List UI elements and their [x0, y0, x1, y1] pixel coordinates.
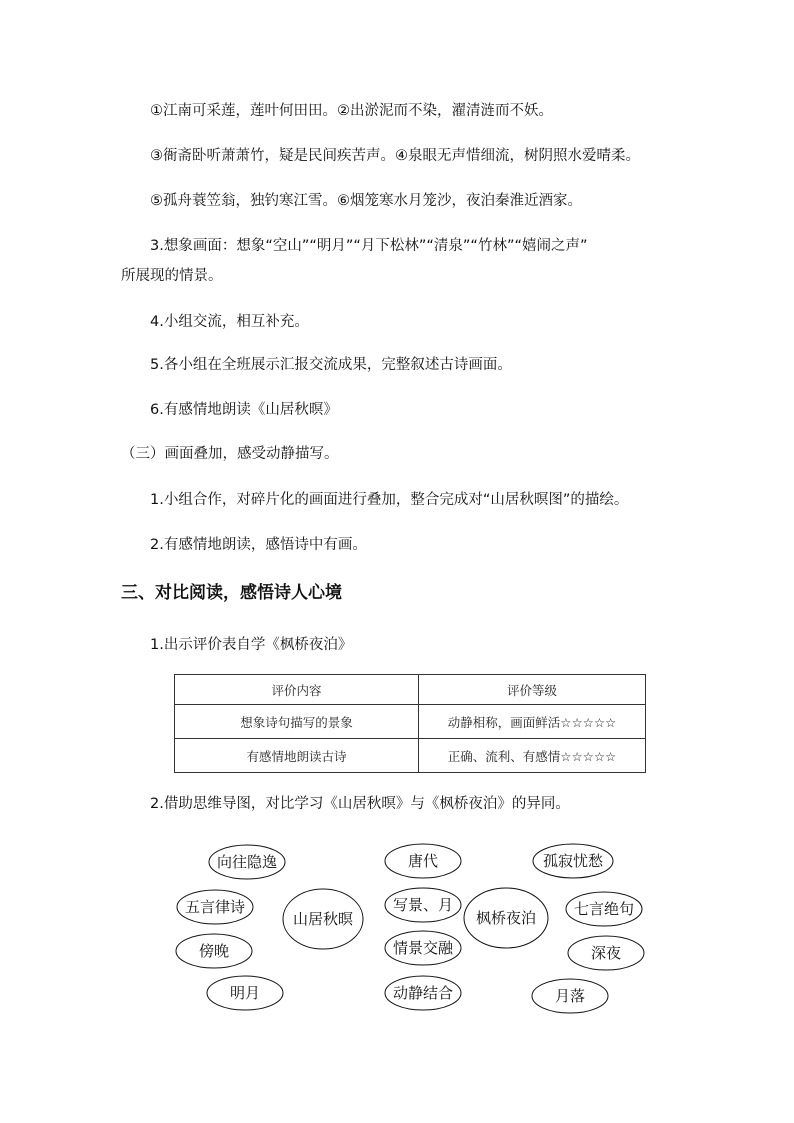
poem-line-1: ①江南可采莲，莲叶何田田。②出淤泥而不染，濯清涟而不妖。: [150, 103, 553, 119]
mindmap-node-label: 写景、月: [392, 896, 454, 914]
mindmap-node-label: 唐代: [407, 852, 439, 870]
section-heading: 三、对比阅读，感悟诗人心境: [121, 583, 342, 603]
mindmap-node-label: 傍晚: [198, 942, 230, 960]
mindmap-node: [176, 934, 252, 968]
mindmap-node: [385, 888, 461, 922]
mindmap-node-label: 深夜: [590, 944, 622, 962]
step-3-line-2: 所展现的情景。: [121, 268, 223, 284]
mindmap-node-label: 七言绝句: [573, 900, 635, 918]
mindmap-node-label: 明月: [229, 984, 261, 1002]
mind-map: [0, 830, 794, 1020]
table-header: 评价内容: [175, 675, 419, 705]
table-cell: 正确、流利、有感情☆☆☆☆☆: [419, 739, 646, 773]
step-6: 6.有感情地朗读《山居秋暝》: [150, 402, 338, 418]
section-item-1: 1.出示评价表自学《枫桥夜泊》: [150, 637, 353, 653]
mindmap-node-label: 枫桥夜泊: [475, 909, 537, 927]
step-3-line-1: 3.想象画面：想象“空山”“明月”“月下松林”“清泉”“竹林”“嬉闹之声”: [150, 238, 588, 254]
mindmap-node-label: 山居秋暝: [292, 910, 354, 928]
mindmap-node-label: 向往隐逸: [216, 853, 278, 871]
subsection-heading: （三）画面叠加，感受动静描写。: [121, 446, 339, 462]
sub-step-1: 1.小组合作，对碎片化的画面进行叠加，整合完成对“山居秋暝图”的描绘。: [150, 492, 629, 508]
mindmap-node: [385, 931, 461, 965]
poem-line-2: ③衙斋卧听萧萧竹，疑是民间疾苦声。④泉眼无声惜细流，树阴照水爱晴柔。: [150, 148, 640, 164]
mindmap-node: [177, 890, 253, 924]
mindmap-node: [209, 845, 285, 879]
mindmap-node: [464, 888, 548, 948]
sub-step-2: 2.有感情地朗读，感悟诗中有画。: [150, 537, 367, 553]
step-4: 4.小组交流，相互补充。: [150, 314, 309, 330]
section-item-2: 2.借助思维导图，对比学习《山居秋暝》与《枫桥夜泊》的异同。: [150, 796, 570, 812]
evaluation-table: [174, 674, 646, 773]
mindmap-node: [568, 936, 644, 970]
table-header: 评价等级: [419, 675, 646, 705]
table-row: [175, 739, 646, 773]
mindmap-node-label: 情景交融: [392, 939, 454, 957]
mindmap-node: [385, 844, 461, 878]
table-cell: 动静相称，画面鲜活☆☆☆☆☆: [419, 705, 646, 739]
mindmap-node: [283, 889, 363, 949]
poem-line-3: ⑤孤舟蓑笠翁，独钓寒江雪。⑥烟笼寒水月笼沙，夜泊秦淮近酒家。: [150, 193, 582, 209]
mindmap-node-label: 五言律诗: [184, 898, 246, 916]
mindmap-node-label: 动静结合: [392, 984, 454, 1002]
step-5: 5.各小组在全班展示汇报交流成果，完整叙述古诗画面。: [150, 357, 512, 373]
table-header-row: [175, 675, 646, 705]
table-cell: 有感情地朗读古诗: [175, 739, 419, 773]
mindmap-node: [566, 892, 642, 926]
mindmap-node: [533, 844, 613, 878]
mindmap-node-label: 月落: [554, 987, 586, 1005]
mindmap-node: [385, 976, 461, 1010]
mindmap-node: [532, 979, 608, 1013]
mindmap-node: [207, 976, 283, 1010]
table-row: [175, 705, 646, 739]
table-cell: 想象诗句描写的景象: [175, 705, 419, 739]
mindmap-node-label: 孤寂忧愁: [542, 852, 604, 870]
